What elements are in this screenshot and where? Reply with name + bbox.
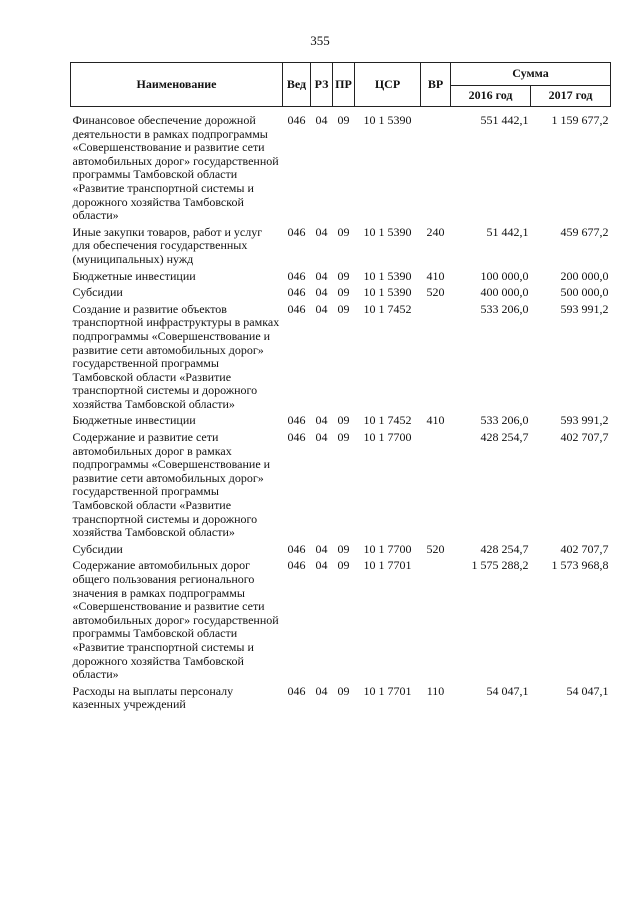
row-csr: 10 1 5390 — [363, 268, 412, 283]
row-sum-2016: 1 575 288,2 — [471, 558, 529, 573]
header-2017: 2017 год — [531, 86, 611, 107]
row-vr — [421, 559, 451, 684]
row-vr: 240 — [426, 224, 445, 239]
row-rz: 04 — [315, 268, 328, 283]
row-sum-2017: 459 677,2 — [560, 224, 609, 239]
row-sum-2017: 1 573 968,8 — [551, 558, 609, 573]
row-csr: 10 1 7701 — [363, 683, 412, 698]
row-name: Иные закупки товаров, работ и услуг для обеспечения государственных (муниципальных) нужд — [72, 224, 263, 266]
row-csr: 10 1 5390 — [363, 224, 412, 239]
row-sum-2017: 200 000,0 — [560, 268, 609, 283]
table-row — [71, 226, 611, 270]
row-sum-2016: 428 254,7 — [480, 541, 529, 556]
header-sum: Сумма — [451, 63, 611, 86]
row-sum-2016: 533 206,0 — [480, 301, 529, 316]
row-sum-2016: 551 442,1 — [480, 113, 529, 127]
header-name: Наименование — [71, 63, 283, 107]
row-pr: 09 — [337, 413, 350, 428]
row-pr: 09 — [337, 113, 350, 127]
row-pr: 09 — [337, 301, 350, 316]
table-row — [71, 431, 611, 543]
table-row — [71, 414, 611, 431]
header-vr: ВР — [421, 63, 451, 107]
row-sum-2017: 402 707,7 — [560, 430, 609, 445]
table-row — [71, 303, 611, 415]
row-vr: 520 — [426, 285, 445, 300]
table-row — [71, 270, 611, 287]
row-sum-2017: 1 159 677,2 — [551, 113, 609, 127]
row-name: Бюджетные инвестиции — [72, 268, 196, 283]
row-sum-2016: 533 206,0 — [480, 413, 529, 428]
row-ved: 046 — [287, 683, 306, 698]
row-csr: 10 1 7700 — [363, 541, 412, 556]
row-ved: 046 — [287, 413, 306, 428]
table-row — [71, 543, 611, 560]
row-name: Бюджетные инвестиции — [72, 413, 196, 428]
row-csr: 10 1 5390 — [363, 113, 412, 127]
row-name: Финансовое обеспечение дорожной деятельности в рамках подпрограммы «Совершенствование и развитие сети автомобильных дорог» государственной программы Тамбовской области «Развитие транспортной системы и дорожного хозяйства Тамбовской области» — [72, 113, 279, 223]
header-ved: Вед — [283, 63, 311, 107]
row-ved: 046 — [287, 113, 306, 127]
row-pr: 09 — [337, 541, 350, 556]
row-rz: 04 — [315, 285, 328, 300]
row-sum-2017: 500 000,0 — [560, 285, 609, 300]
header-csr: ЦСР — [355, 63, 421, 107]
row-csr: 10 1 7701 — [363, 558, 412, 573]
row-name: Расходы на выплаты персоналу казенных учреждений — [72, 683, 234, 712]
page-number: 355 — [310, 33, 330, 48]
row-ved: 046 — [287, 430, 306, 445]
row-name: Создание и развитие объектов транспортной инфраструктуры в рамках подпрограммы «Совершенствование и развитие сети автомобильных дорог» государственной программы Тамбовской области «Развитие транспортной системы и дорожного хозяйства Тамбовской области» — [72, 301, 280, 411]
row-pr: 09 — [337, 224, 350, 239]
row-sum-2017: 593 991,2 — [560, 413, 609, 428]
table-row — [71, 286, 611, 303]
row-vr: 410 — [426, 413, 445, 428]
row-rz: 04 — [315, 558, 328, 573]
row-sum-2016: 54 047,1 — [486, 683, 529, 698]
row-rz: 04 — [315, 301, 328, 316]
row-sum-2016: 400 000,0 — [480, 285, 529, 300]
row-csr: 10 1 5390 — [363, 285, 412, 300]
row-vr — [421, 303, 451, 415]
row-vr — [421, 107, 451, 226]
row-name: Субсидии — [72, 285, 123, 300]
header-2016: 2016 год — [451, 86, 531, 107]
table-body — [71, 107, 611, 715]
row-pr: 09 — [337, 683, 350, 698]
row-sum-2016: 428 254,7 — [480, 430, 529, 445]
row-sum-2017: 402 707,7 — [560, 541, 609, 556]
row-rz: 04 — [315, 113, 328, 127]
header-pr: ПР — [333, 63, 355, 107]
row-sum-2017: 593 991,2 — [560, 301, 609, 316]
budget-table — [70, 62, 611, 715]
row-ved: 046 — [287, 558, 306, 573]
row-csr: 10 1 7700 — [363, 430, 412, 445]
header-rz: РЗ — [311, 63, 333, 107]
row-name: Содержание и развитие сети автомобильных дорог в рамках подпрограммы «Совершенствование и развитие сети автомобильных дорог» государственной программы Тамбовской области «Развитие транспортной системы и дорожного хозяйства Тамбовской области» — [72, 430, 271, 540]
row-rz: 04 — [315, 541, 328, 556]
table-row — [71, 685, 611, 715]
row-sum-2016: 100 000,0 — [480, 268, 529, 283]
row-rz: 04 — [315, 413, 328, 428]
row-pr: 09 — [337, 430, 350, 445]
row-sum-2016: 51 442,1 — [486, 224, 529, 239]
row-vr: 520 — [426, 541, 445, 556]
row-name: Содержание автомобильных дорог общего пользования регионального значения в рамках подпрограммы «Совершенствование и развитие сети автомобильных дорог» государственной программы Тамбовской области «Развитие транспортной системы и дорожного хозяйства Тамбовской области» — [72, 558, 279, 682]
row-ved: 046 — [287, 224, 306, 239]
row-ved: 046 — [287, 285, 306, 300]
row-sum-2017: 54 047,1 — [566, 683, 609, 698]
row-vr: 410 — [426, 268, 445, 283]
row-ved: 046 — [287, 268, 306, 283]
row-rz: 04 — [315, 683, 328, 698]
row-csr: 10 1 7452 — [363, 413, 412, 428]
row-csr: 10 1 7452 — [363, 301, 412, 316]
row-vr: 110 — [426, 683, 445, 698]
table-row — [71, 107, 611, 226]
row-pr: 09 — [337, 558, 350, 573]
row-rz: 04 — [315, 224, 328, 239]
row-rz: 04 — [315, 430, 328, 445]
table-row — [71, 559, 611, 684]
row-name: Субсидии — [72, 541, 123, 556]
row-ved: 046 — [287, 541, 306, 556]
row-pr: 09 — [337, 285, 350, 300]
row-ved: 046 — [287, 301, 306, 316]
row-vr — [421, 431, 451, 543]
row-pr: 09 — [337, 268, 350, 283]
